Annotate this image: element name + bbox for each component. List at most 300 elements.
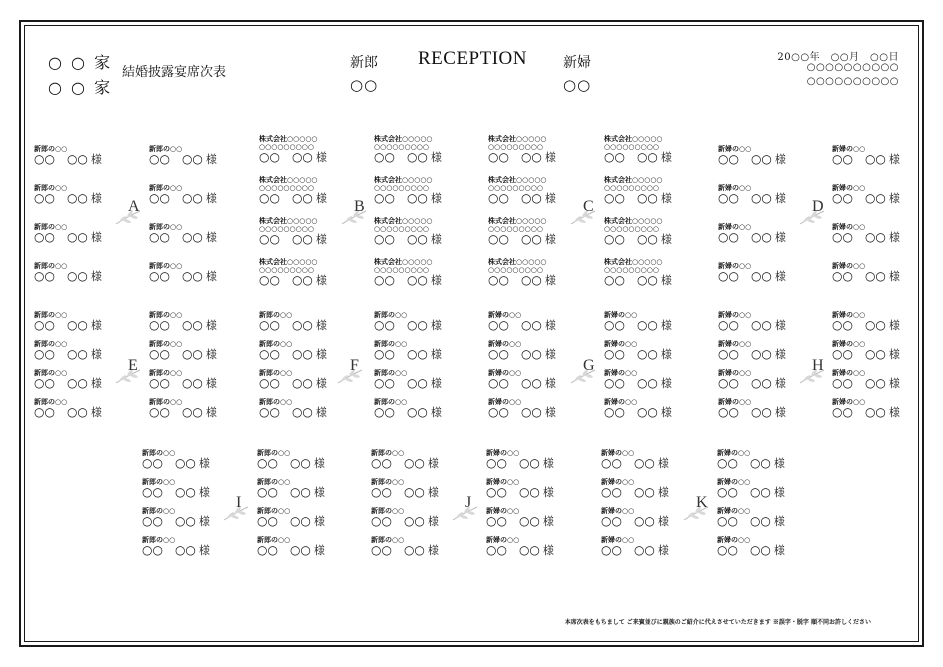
guest-title: 新郎の○○ (371, 448, 405, 457)
guest-title: 新婦の○○ (717, 448, 751, 457)
guest-title: 新郎の○○ (371, 506, 405, 515)
guest-title: 新婦の○○ (832, 339, 866, 348)
guest-name: ○○ ○○ (371, 485, 425, 499)
guest-name: ○○ ○○ (832, 152, 886, 166)
guest-title: 株式会社○○○○○ (604, 257, 663, 266)
guest-entry (374, 340, 484, 361)
guest-name-line (604, 319, 714, 332)
honorific: 様 (544, 192, 556, 205)
honorific: 様 (205, 348, 217, 361)
guest-name-line (257, 544, 367, 557)
guest-name: ○○ ○○ (374, 232, 428, 246)
honorific: 様 (542, 544, 554, 557)
honorific: 様 (430, 192, 442, 205)
honorific: 様 (427, 515, 439, 528)
guest-name-line (604, 233, 714, 246)
honorific: 様 (774, 319, 786, 332)
guest-name-line (488, 319, 598, 332)
guest-title: 株式会社○○○○○ (488, 134, 547, 143)
honorific: 様 (427, 486, 439, 499)
guest-name: ○○ ○○ (717, 456, 771, 470)
guest-entry (488, 311, 598, 332)
guest-name-line (832, 406, 942, 419)
guest-name: ○○ ○○ (832, 230, 886, 244)
guest-name: ○○ ○○ (832, 347, 886, 361)
honorific: 様 (315, 151, 327, 164)
guest-title: 新郎の○○ (371, 477, 405, 486)
guest-company-line: ○○○○○○○○○ (604, 224, 659, 233)
guest-entry (832, 184, 942, 205)
guest-name-line (259, 406, 369, 419)
guest-name: ○○ ○○ (142, 485, 196, 499)
guest-name: ○○ ○○ (604, 405, 658, 419)
guest-entry (149, 145, 259, 166)
honorific: 様 (205, 406, 217, 419)
guest-name-line (832, 192, 942, 205)
table-letter: B (354, 198, 365, 215)
honorific: 様 (90, 319, 102, 332)
guest-entry (486, 449, 596, 470)
guest-entry (374, 311, 484, 332)
table-marker (458, 494, 488, 524)
guest-entry (149, 398, 259, 419)
guest-name-line (374, 192, 484, 205)
guest-company-line: ○○○○○○○○○ (374, 265, 429, 274)
honorific: 様 (888, 192, 900, 205)
guest-entry (371, 449, 481, 470)
guest-name-line (832, 153, 942, 166)
honorific: 様 (660, 192, 672, 205)
guest-entry (257, 478, 367, 499)
guest-name-line (257, 515, 367, 528)
guest-name-line (601, 457, 711, 470)
guest-name-line (257, 457, 367, 470)
guest-name-line (149, 153, 259, 166)
guest-entry (259, 258, 369, 287)
guest-name-line (486, 515, 596, 528)
guest-title: 株式会社○○○○○ (259, 134, 318, 143)
honorific: 様 (198, 515, 210, 528)
honorific: 様 (90, 377, 102, 390)
honorific: 様 (430, 406, 442, 419)
guest-entry (149, 184, 259, 205)
guest-name-line (832, 270, 942, 283)
guest-title: 新郎の○○ (34, 183, 68, 192)
guest-company-line: ○○○○○○○○○ (488, 183, 543, 192)
honorific: 様 (544, 406, 556, 419)
guest-entry (717, 478, 827, 499)
guest-entry (717, 507, 827, 528)
guest-title: 新郎の○○ (142, 535, 176, 544)
guest-title: 新郎の○○ (149, 368, 183, 377)
honorific: 様 (90, 231, 102, 244)
honorific: 様 (773, 515, 785, 528)
guest-name-line (34, 231, 144, 244)
guest-name: ○○ ○○ (486, 514, 540, 528)
guest-title: 新郎の○○ (257, 535, 291, 544)
guest-title: 新婦の○○ (718, 261, 752, 270)
guest-company-line: ○○○○○○○○○ (374, 142, 429, 151)
honorific: 様 (205, 192, 217, 205)
guest-company-line: ○○○○○○○○○ (604, 265, 659, 274)
guest-name-line (149, 231, 259, 244)
honorific: 様 (657, 544, 669, 557)
guest-name: ○○ ○○ (488, 191, 542, 205)
guest-name: ○○ ○○ (601, 456, 655, 470)
guest-title: 新婦の○○ (604, 310, 638, 319)
guest-name: ○○ ○○ (604, 347, 658, 361)
guest-name-line (149, 192, 259, 205)
guest-title: 新婦の○○ (718, 339, 752, 348)
honorific: 様 (660, 348, 672, 361)
honorific: 様 (657, 486, 669, 499)
guest-name: ○○ ○○ (601, 485, 655, 499)
guest-entry (604, 340, 714, 361)
guest-company-line: ○○○○○○○○○ (259, 142, 314, 151)
guest-title: 新婦の○○ (486, 477, 520, 486)
guest-name: ○○ ○○ (604, 191, 658, 205)
honorific: 様 (205, 231, 217, 244)
guest-entry (257, 449, 367, 470)
guest-title: 株式会社○○○○○ (488, 216, 547, 225)
guest-name: ○○ ○○ (259, 150, 313, 164)
guest-name: ○○ ○○ (257, 543, 311, 557)
honorific: 様 (90, 192, 102, 205)
guest-title: 新郎の○○ (374, 310, 408, 319)
guest-name: ○○ ○○ (259, 273, 313, 287)
guest-title: 新婦の○○ (832, 222, 866, 231)
honorific: 様 (888, 348, 900, 361)
guest-name: ○○ ○○ (257, 485, 311, 499)
honorific: 様 (544, 151, 556, 164)
honorific: 様 (544, 377, 556, 390)
guest-name-line (34, 406, 144, 419)
honorific: 様 (205, 377, 217, 390)
guest-entry (604, 311, 714, 332)
honorific: 様 (315, 406, 327, 419)
guest-name: ○○ ○○ (717, 514, 771, 528)
guest-title: 新郎の○○ (142, 477, 176, 486)
honorific: 様 (315, 233, 327, 246)
groom-name: ○○ (350, 76, 379, 94)
guest-entry (142, 536, 252, 557)
guest-name: ○○ ○○ (34, 347, 88, 361)
guest-name: ○○ ○○ (718, 376, 772, 390)
table-marker (805, 357, 835, 387)
guest-title: 新婦の○○ (832, 368, 866, 377)
guest-name: ○○ ○○ (142, 514, 196, 528)
honorific: 様 (660, 406, 672, 419)
guest-entry (832, 145, 942, 166)
guest-title: 新郎の○○ (34, 310, 68, 319)
guest-name-line (486, 486, 596, 499)
guest-name: ○○ ○○ (604, 273, 658, 287)
guest-title: 新郎の○○ (142, 448, 176, 457)
guest-name: ○○ ○○ (259, 191, 313, 205)
guest-entry (604, 176, 714, 205)
honorific: 様 (888, 319, 900, 332)
guest-title: 新郎の○○ (34, 339, 68, 348)
guest-name: ○○ ○○ (832, 405, 886, 419)
guest-name: ○○ ○○ (718, 191, 772, 205)
guest-title: 株式会社○○○○○ (488, 257, 547, 266)
honorific: 様 (315, 192, 327, 205)
guest-entry (717, 536, 827, 557)
guest-title: 新郎の○○ (142, 506, 176, 515)
guest-name-line (488, 151, 598, 164)
guest-entry (374, 135, 484, 164)
guest-name-line (717, 544, 827, 557)
guest-entry (149, 311, 259, 332)
guest-entry (34, 398, 144, 419)
guest-name: ○○ ○○ (371, 514, 425, 528)
guest-name-line (604, 348, 714, 361)
table-letter: A (128, 198, 140, 215)
groom-label: 新郎 (350, 55, 378, 71)
guest-name: ○○ ○○ (149, 191, 203, 205)
guest-title: 株式会社○○○○○ (374, 134, 433, 143)
guest-title: 新婦の○○ (604, 339, 638, 348)
honorific: 様 (313, 486, 325, 499)
guest-entry (718, 145, 828, 166)
guest-name-line (149, 319, 259, 332)
guest-entry (718, 398, 828, 419)
guest-name: ○○ ○○ (488, 150, 542, 164)
bride-label: 新婦 (563, 55, 591, 71)
guest-name-line (149, 406, 259, 419)
guest-name: ○○ ○○ (718, 318, 772, 332)
guest-name: ○○ ○○ (259, 376, 313, 390)
guest-entry (371, 536, 481, 557)
guest-title: 新婦の○○ (718, 397, 752, 406)
guest-entry (149, 340, 259, 361)
honorific: 様 (313, 515, 325, 528)
guest-name-line (488, 274, 598, 287)
guest-title: 新郎の○○ (34, 144, 68, 153)
guest-name: ○○ ○○ (718, 152, 772, 166)
guest-name: ○○ ○○ (371, 543, 425, 557)
guest-entry (832, 223, 942, 244)
honorific: 様 (542, 486, 554, 499)
guest-title: 新郎の○○ (149, 261, 183, 270)
guest-company-line: ○○○○○○○○○ (604, 183, 659, 192)
guest-name: ○○ ○○ (149, 376, 203, 390)
guest-name: ○○ ○○ (601, 514, 655, 528)
guest-name-line (374, 319, 484, 332)
guest-title: 新婦の○○ (718, 368, 752, 377)
guest-name-line (718, 231, 828, 244)
table-letter: J (465, 494, 472, 511)
guest-name-line (717, 486, 827, 499)
honorific: 様 (773, 544, 785, 557)
guest-name-line (371, 544, 481, 557)
honorific: 様 (773, 486, 785, 499)
bride-family-name: ○ ○ 家 (48, 78, 113, 97)
guest-title: 株式会社○○○○○ (374, 175, 433, 184)
guest-name: ○○ ○○ (149, 405, 203, 419)
guest-entry (832, 340, 942, 361)
guest-name: ○○ ○○ (488, 232, 542, 246)
honorific: 様 (198, 544, 210, 557)
guest-name: ○○ ○○ (149, 269, 203, 283)
guest-name: ○○ ○○ (149, 230, 203, 244)
guest-title: 株式会社○○○○○ (259, 175, 318, 184)
guest-name: ○○ ○○ (374, 318, 428, 332)
guest-name-line (257, 486, 367, 499)
guest-title: 新婦の○○ (488, 339, 522, 348)
honorific: 様 (205, 319, 217, 332)
guest-entry (832, 262, 942, 283)
honorific: 様 (430, 319, 442, 332)
guest-company-line: ○○○○○○○○○ (604, 142, 659, 151)
honorific: 様 (660, 274, 672, 287)
guest-name: ○○ ○○ (142, 543, 196, 557)
guest-title: 新郎の○○ (374, 397, 408, 406)
honorific: 様 (774, 406, 786, 419)
guest-title: 新郎の○○ (374, 368, 408, 377)
guest-entry (374, 176, 484, 205)
venue-line-2: ○○○○○○○○○○ (806, 76, 899, 87)
honorific: 様 (427, 544, 439, 557)
guest-name-line (34, 270, 144, 283)
guest-name-line (149, 270, 259, 283)
honorific: 様 (773, 457, 785, 470)
guest-name: ○○ ○○ (832, 269, 886, 283)
guest-name-line (259, 233, 369, 246)
guest-name: ○○ ○○ (488, 347, 542, 361)
guest-company-line: ○○○○○○○○○ (488, 142, 543, 151)
guest-title: 新郎の○○ (149, 339, 183, 348)
honorific: 様 (660, 233, 672, 246)
guest-title: 新郎の○○ (149, 310, 183, 319)
guest-title: 新婦の○○ (486, 506, 520, 515)
guest-name: ○○ ○○ (718, 347, 772, 361)
event-date: 20○○年 ○○月 ○○日 (777, 52, 899, 63)
guest-name: ○○ ○○ (486, 543, 540, 557)
honorific: 様 (430, 151, 442, 164)
guest-name-line (259, 151, 369, 164)
honorific: 様 (205, 270, 217, 283)
table-marker (229, 494, 259, 524)
guest-title: 新婦の○○ (718, 310, 752, 319)
guest-name-line (34, 153, 144, 166)
guest-name-line (374, 406, 484, 419)
guest-name: ○○ ○○ (259, 405, 313, 419)
guest-name: ○○ ○○ (604, 376, 658, 390)
guest-name-line (259, 319, 369, 332)
table-marker (347, 198, 377, 228)
guest-name-line (604, 274, 714, 287)
guest-name: ○○ ○○ (718, 405, 772, 419)
honorific: 様 (90, 153, 102, 166)
guest-name: ○○ ○○ (149, 318, 203, 332)
guest-title: 株式会社○○○○○ (374, 257, 433, 266)
table-letter: G (583, 357, 595, 374)
guest-title: 新郎の○○ (259, 368, 293, 377)
guest-entry (718, 262, 828, 283)
honorific: 様 (315, 274, 327, 287)
guest-entry (149, 223, 259, 244)
guest-title: 新郎の○○ (257, 477, 291, 486)
guest-name-line (604, 406, 714, 419)
guest-company-line: ○○○○○○○○○ (259, 265, 314, 274)
bride-name: ○○ (563, 76, 592, 94)
honorific: 様 (313, 544, 325, 557)
honorific: 様 (888, 377, 900, 390)
honorific: 様 (544, 348, 556, 361)
guest-entry (374, 258, 484, 287)
guest-name-line (142, 544, 252, 557)
table-marker (576, 198, 606, 228)
guest-name: ○○ ○○ (488, 318, 542, 332)
honorific: 様 (774, 153, 786, 166)
guest-name-line (832, 231, 942, 244)
guest-title: 新郎の○○ (149, 183, 183, 192)
guest-name: ○○ ○○ (604, 318, 658, 332)
honorific: 様 (657, 515, 669, 528)
guest-title: 新郎の○○ (371, 535, 405, 544)
guest-title: 新婦の○○ (486, 535, 520, 544)
guest-name-line (259, 274, 369, 287)
guest-name-line (486, 544, 596, 557)
guest-entry (486, 507, 596, 528)
guest-title: 新婦の○○ (832, 183, 866, 192)
guest-name-line (604, 192, 714, 205)
guest-name: ○○ ○○ (257, 514, 311, 528)
guest-name: ○○ ○○ (832, 318, 886, 332)
venue-line-1: ○○○○○○○○○○ (806, 62, 899, 73)
guest-name: ○○ ○○ (374, 347, 428, 361)
guest-title: 新婦の○○ (718, 222, 752, 231)
guest-name: ○○ ○○ (374, 191, 428, 205)
honorific: 様 (430, 274, 442, 287)
guest-company-line: ○○○○○○○○○ (374, 224, 429, 233)
guest-entry (34, 145, 144, 166)
guest-title: 新郎の○○ (34, 397, 68, 406)
guest-name: ○○ ○○ (149, 152, 203, 166)
table-letter: F (350, 357, 359, 374)
reception-heading: RECEPTION (418, 48, 527, 69)
guest-name: ○○ ○○ (832, 191, 886, 205)
guest-company-line: ○○○○○○○○○ (259, 183, 314, 192)
guest-name-line (718, 270, 828, 283)
table-letter: E (128, 357, 138, 374)
honorific: 様 (315, 377, 327, 390)
guest-title: 株式会社○○○○○ (604, 134, 663, 143)
guest-name: ○○ ○○ (832, 376, 886, 390)
guest-title: 新郎の○○ (259, 310, 293, 319)
guest-entry (259, 398, 369, 419)
groom-family-name: ○ ○ 家 (48, 53, 113, 72)
honorific: 様 (774, 377, 786, 390)
honorific: 様 (774, 270, 786, 283)
guest-name-line (718, 153, 828, 166)
guest-name-line (604, 151, 714, 164)
guest-name-line (371, 457, 481, 470)
guest-company-line: ○○○○○○○○○ (488, 224, 543, 233)
guest-name: ○○ ○○ (149, 347, 203, 361)
guest-title: 新婦の○○ (832, 261, 866, 270)
guest-entry (374, 369, 484, 390)
guest-title: 新婦の○○ (717, 506, 751, 515)
guest-name: ○○ ○○ (259, 318, 313, 332)
guest-title: 新婦の○○ (832, 310, 866, 319)
guest-entry (488, 258, 598, 287)
guest-name: ○○ ○○ (34, 191, 88, 205)
guest-name: ○○ ○○ (488, 376, 542, 390)
guest-title: 新郎の○○ (259, 339, 293, 348)
guest-title: 新婦の○○ (488, 368, 522, 377)
